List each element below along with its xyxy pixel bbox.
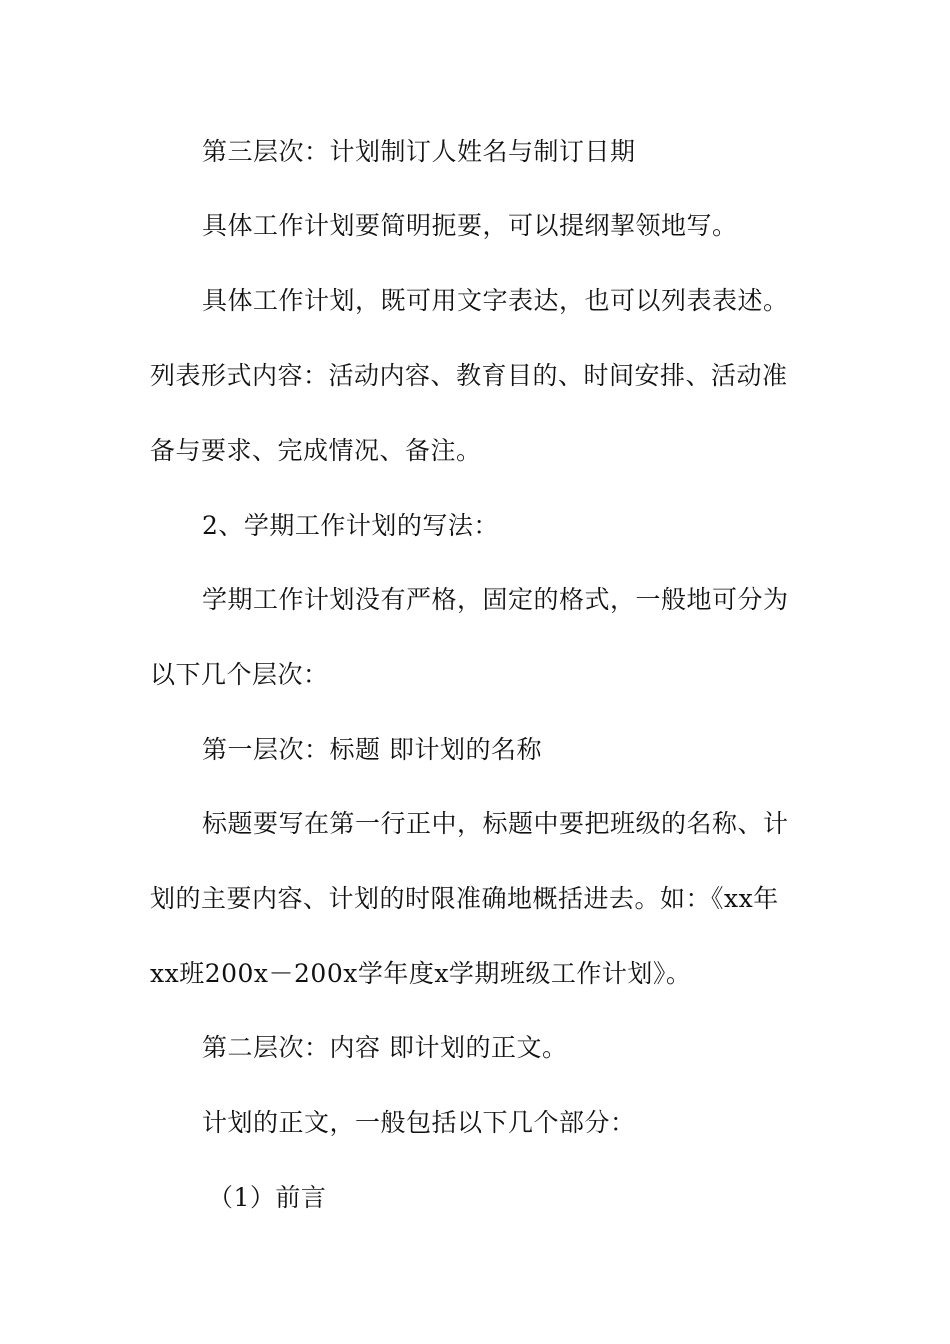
paragraph-line: 具体工作计划要简明扼要，可以提纲挈领地写。 bbox=[202, 211, 738, 240]
paragraph-line: xx班200x－200x学年度x学期班级工作计划》。 bbox=[150, 959, 692, 988]
paragraph-line: 标题要写在第一行正中，标题中要把班级的名称、计 bbox=[202, 809, 789, 838]
paragraph-line: 列表形式内容：活动内容、教育目的、时间安排、活动准 bbox=[150, 361, 788, 390]
paragraph-line: 学期工作计划没有严格，固定的格式，一般地可分为 bbox=[202, 585, 789, 614]
paragraph-line: 第一层次：标题 即计划的名称 bbox=[202, 735, 542, 764]
paragraph-line: 划的主要内容、计划的时限准确地概括进去。如：《xx年 bbox=[150, 884, 779, 913]
paragraph-line: 第二层次：内容 即计划的正文。 bbox=[202, 1033, 568, 1062]
paragraph-line: 具体工作计划，既可用文字表达，也可以列表表述。 bbox=[202, 286, 789, 315]
paragraph-line: 第三层次：计划制订人姓名与制订日期 bbox=[202, 137, 636, 166]
list-item: （1）前言 bbox=[208, 1183, 327, 1212]
paragraph-line: 计划的正文，一般包括以下几个部分： bbox=[202, 1108, 636, 1137]
paragraph-line: 以下几个层次： bbox=[150, 660, 329, 689]
section-heading: 2、学期工作计划的写法： bbox=[202, 511, 499, 540]
paragraph-line: 备与要求、完成情况、备注。 bbox=[150, 436, 482, 465]
